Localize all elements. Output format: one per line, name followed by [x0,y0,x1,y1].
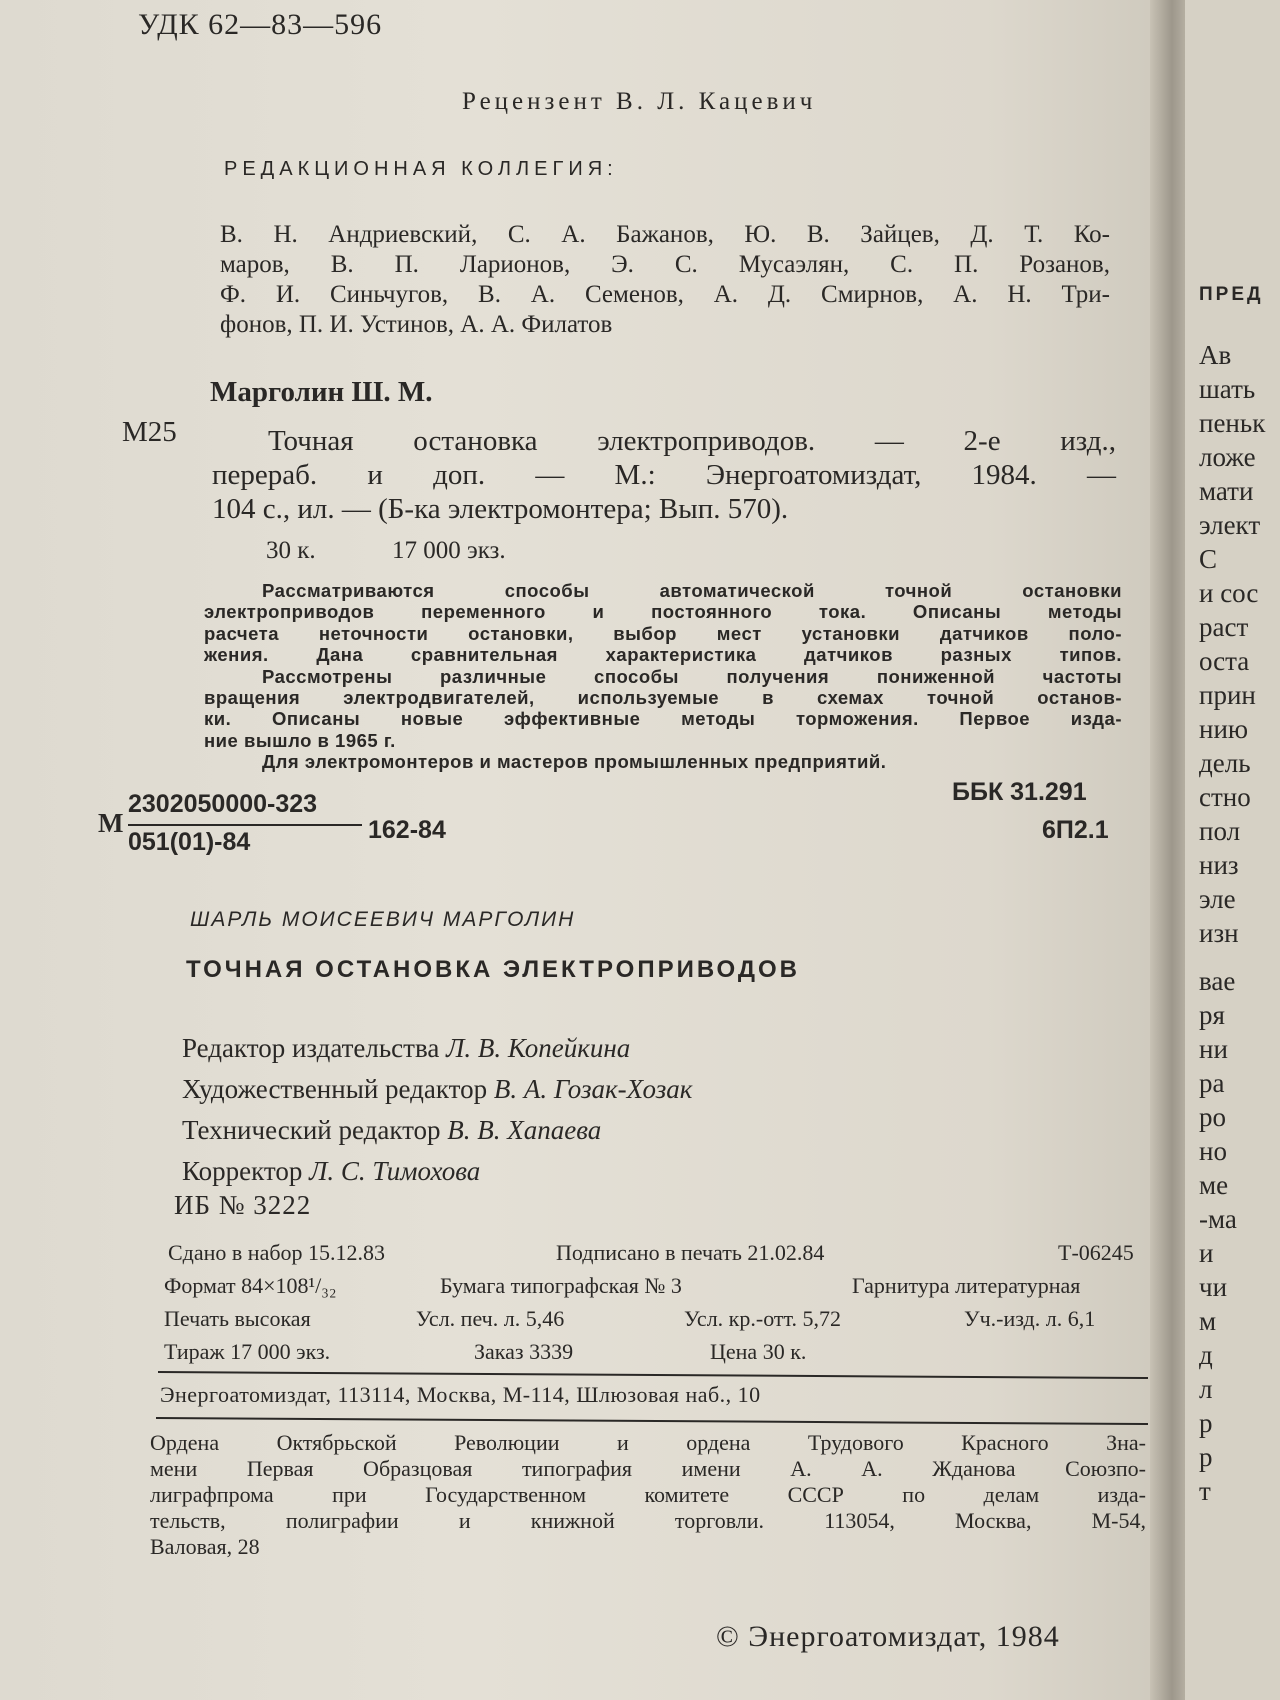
print-run: Тираж 17 000 экз. [164,1339,331,1364]
print-sheets: Усл. печ. л. 5,46 [416,1306,565,1331]
printer-line: Валовая, 28 [150,1534,260,1559]
next-page-fragment: ря [1199,1000,1225,1030]
next-page-fragment: ро [1199,1102,1226,1132]
book-gutter [1150,0,1190,1700]
staff-role: Художественный редактор [182,1074,488,1104]
next-page-fragment: раст [1199,612,1249,642]
next-page-fragment: С [1199,544,1218,574]
abstract-line: Рассмотрены различные способы получения пониженной частоты [262,665,1122,687]
staff-role: Технический редактор [182,1115,441,1145]
catalog-line: Точная остановка электроприводов. — 2-е изд., [268,425,1116,457]
next-page-fragment: м [1199,1306,1217,1336]
next-page-fragment: пеньк [1199,408,1266,438]
fraction-suffix: 162-84 [368,816,446,844]
next-page-fragment: шать [1199,374,1256,404]
format: Формат 84×108¹/₃₂ [164,1273,337,1298]
next-page-fragment: ме [1199,1170,1229,1200]
abstract-line: вращения электродвигателей, используемые в схемах точной останов- [204,687,1122,709]
right-page-fragment [1185,0,1280,1700]
next-page-fragment: ра [1199,1068,1225,1098]
color-impressions: Усл. кр.-отт. 5,72 [684,1306,841,1331]
divider-top [158,1371,1148,1379]
ib-number: ИБ № 3222 [174,1190,312,1220]
udk-code: УДК 62—83—596 [138,8,383,41]
editorial-board-heading: РЕДАКЦИОННАЯ КОЛЛЕГИЯ: [224,158,618,180]
abstract-line: ки. Описаны новые эффективные методы торможения. Первое изда- [204,708,1122,730]
next-page-fragment: Ав [1199,340,1232,370]
divider-bottom [156,1417,1148,1425]
printer-line: Ордена Октябрьской Революции и ордена Трудового Красного Зна- [150,1430,1146,1455]
abstract-line: электроприводов переменного и постоянного тока. Описаны методы [204,601,1122,623]
next-page-fragment: и сос [1199,578,1259,608]
board-line: маров, В. П. Ларионов, Э. С. Мусаэлян, С. П. Розанов, [220,251,1110,278]
author-full-name: ШАРЛЬ МОИСЕЕВИЧ МАРГОЛИН [190,908,576,931]
board-line: В. Н. Андриевский, С. А. Бажанов, Ю. В. Зайцев, Д. Т. Ко- [220,221,1110,248]
typeset-date: Сдано в набор 15.12.83 [168,1240,386,1265]
next-page-fragment: чи [1199,1272,1228,1302]
staff-role: Редактор издательства [182,1033,440,1063]
catalog-description [212,424,1116,526]
order-number: Заказ 3339 [474,1339,574,1364]
next-page-fragment: и [1199,1238,1214,1268]
printer-line: тельств, полиграфии и книжной торговли. 113054, Москва, М-54, [150,1508,1146,1533]
next-page-fragment: оста [1199,646,1250,676]
printer-line: мени Первая Образцовая типография имени А. А. Жданова Союзпо- [150,1456,1146,1481]
print-row [164,1335,1146,1368]
staff-row [182,1028,692,1069]
abstract-line: расчета неточности остановки, выбор мест установки датчиков поло- [204,622,1122,644]
next-page-fragment: т [1199,1476,1211,1506]
abstract-line: ние вышло в 1965 г. [204,729,396,751]
reviewer: Рецензент В. Л. Кацевич [462,88,817,115]
printer-info [150,1430,1146,1560]
paper: Бумага типографская № 3 [440,1273,682,1298]
index-letter: М [98,808,124,838]
book-title: ТОЧНАЯ ОСТАНОВКА ЭЛЕКТРОПРИВОДОВ [186,956,801,983]
catalog-code: М25 [122,416,177,448]
abstract-line: жения. Дана сравнительная характеристика датчиков разных типов. [204,644,1122,666]
staff-name: Л. С. Тимохова [309,1156,481,1186]
catalog-line: перераб. и доп. — М.: Энергоатомиздат, 1984. — [212,459,1116,491]
abstract-line: Рассматриваются способы автоматической точной остановки [262,580,1122,601]
next-page-fragment: эле [1199,884,1236,914]
next-page-fragment: но [1199,1136,1227,1166]
print-row [164,1269,1146,1302]
next-heading: ПРЕД [1199,284,1264,305]
publisher-address: Энергоатомиздат, 113114, Москва, М-114, Шлюзовая наб., 10 [160,1382,761,1407]
next-page-fragment: мати [1199,476,1254,506]
print-row [164,1302,1146,1335]
staff-name: В. В. Хапаева [447,1115,602,1145]
typeface: Гарнитура литературная [852,1273,1081,1298]
next-page-fragment: д [1199,1340,1213,1370]
copyright: © Энергоатомиздат, 1984 [716,1620,1060,1653]
staff-row [182,1151,692,1192]
staff-name: Л. В. Копейкина [446,1033,631,1063]
board-line: Ф. И. Синьчугов, В. А. Семенов, А. Д. Смирнов, А. Н. Три- [220,281,1110,308]
staff-row [182,1110,692,1151]
price: Цена 30 к. [710,1339,807,1364]
fraction-numerator: 2302050000-323 [128,790,318,818]
staff-role: Корректор [182,1156,303,1186]
next-page-fragment: ложе [1199,442,1256,472]
fraction-line [128,824,362,826]
next-page-fragment: -ма [1199,1204,1237,1234]
next-page-fragment: р [1199,1408,1213,1438]
catalog-line: 104 с., ил. — (Б-ка электромонтера; Вып. 570). [212,493,789,525]
catalog-author: Марголин Ш. М. [210,376,433,408]
next-page-fragment: вае [1199,966,1236,996]
next-page-fragment: ни [1199,1034,1228,1064]
print-row [164,1236,1146,1269]
license-number: Т-06245 [1058,1240,1134,1265]
abstract-line: Для электромонтеров и мастеров промышленных предприятий. [262,751,887,773]
staff-row [182,1069,692,1110]
staff-list [182,1028,692,1192]
print-method: Печать высокая [164,1306,311,1331]
next-page-fragment: стно [1199,782,1251,812]
print-details [164,1236,1146,1368]
printer-line: лиграфпрома при Государственном комитете СССР по делам изда- [150,1482,1146,1507]
signed-date: Подписано в печать 21.02.84 [556,1240,825,1265]
catalog-price: 30 к. [266,537,316,564]
next-page-fragment: изн [1199,918,1239,948]
board-line: фонов, П. И. Устинов, А. А. Филатов [220,311,613,338]
fraction-denominator: 051(01)-84 [128,828,251,856]
class-code: 6П2.1 [1042,816,1109,844]
next-page-fragment: элект [1199,510,1261,540]
catalog-copies: 17 000 экз. [392,537,506,564]
next-page-fragment: р [1199,1442,1213,1472]
bbk-code: ББК 31.291 [952,778,1087,806]
next-page-fragment: л [1199,1374,1213,1404]
staff-name: В. А. Гозак-Хозак [493,1074,693,1104]
next-page-fragment: низ [1199,850,1239,880]
next-page-fragment: дель [1199,748,1251,778]
publisher-sheets: Уч.-изд. л. 6,1 [964,1306,1096,1331]
next-page-fragment: прин [1199,680,1256,710]
next-page-fragment: нию [1199,714,1249,744]
catalog-abstract [204,580,1122,773]
next-page-fragment: пол [1199,816,1241,846]
editorial-board-list [220,220,1110,340]
